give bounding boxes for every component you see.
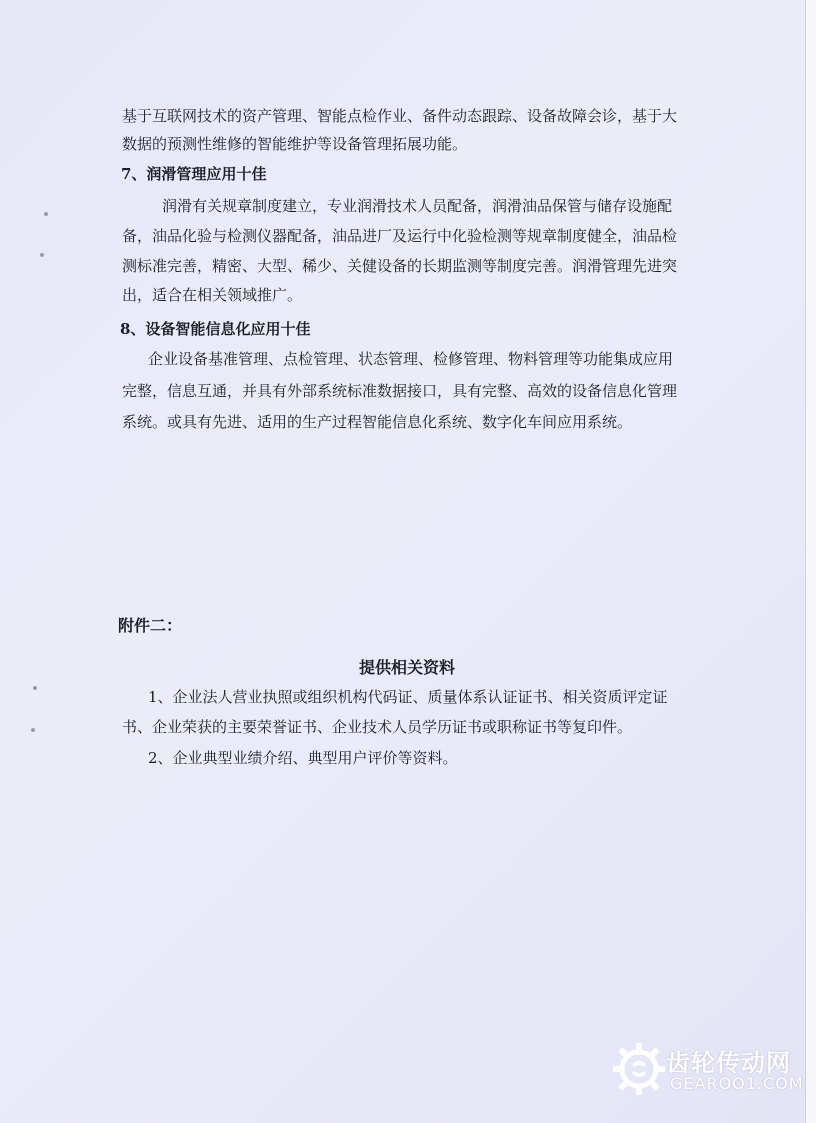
watermark	[610, 1040, 804, 1098]
watermark-url: GEAROO1.COM	[670, 1074, 804, 1093]
appendix-label: 附件二：	[118, 616, 183, 635]
paragraph-line: 企业设备基准管理、点检管理、状态管理、检修管理、物料管理等功能集成应用	[148, 350, 674, 368]
paragraph-line: 润滑有关规章制度建立，专业润滑技术人员配备，润滑油品保管与储存设施配	[162, 197, 673, 215]
punch-hole-mark	[33, 686, 37, 690]
paragraph-line: 出，适合在相关领域推广。	[122, 286, 303, 304]
page-edge	[805, 0, 816, 1123]
paragraph-line: 测标准完善，精密、大型、稀少、关健设备的长期监测等制度完善。润滑管理先进突	[122, 257, 678, 275]
section-7-heading: 7、润滑管理应用十佳	[121, 165, 267, 183]
paragraph-line: 1、企业法人营业执照或组织机构代码证、质量体系认证证书、相关资质评定证	[148, 688, 668, 706]
paragraph-line: 2、企业典型业绩介绍、典型用户评价等资料。	[148, 749, 458, 767]
paragraph-line: 完整，信息互通，并具有外部系统标准数据接口，具有完整、高效的设备信息化管理	[122, 382, 678, 400]
punch-hole-mark	[31, 728, 35, 732]
punch-hole-mark	[44, 212, 48, 216]
punch-hole-mark	[40, 253, 44, 257]
paragraph-line: 基于互联网技术的资产管理、智能点检作业、备件动态跟踪、设备故障会诊，基于大	[122, 107, 678, 125]
gear-logo-icon	[610, 1040, 668, 1098]
paragraph-line: 备，油品化验与检测仪器配备，油品进厂及运行中化验检测等规章制度健全，油品检	[122, 227, 678, 245]
section-8-heading: 8、设备智能信息化应用十佳	[120, 320, 311, 338]
watermark-name: 齿轮传动网	[666, 1049, 791, 1077]
paragraph-line: 系统。或具有先进、适用的生产过程智能信息化系统、数字化车间应用系统。	[122, 413, 633, 431]
paragraph-line: 数据的预测性维修的智能维护等设备管理拓展功能。	[122, 135, 468, 153]
paragraph-line: 书、企业荣获的主要荣誉证书、企业技术人员学历证书或职称证书等复印件。	[122, 718, 633, 736]
appendix-title: 提供相关资料	[359, 658, 456, 677]
